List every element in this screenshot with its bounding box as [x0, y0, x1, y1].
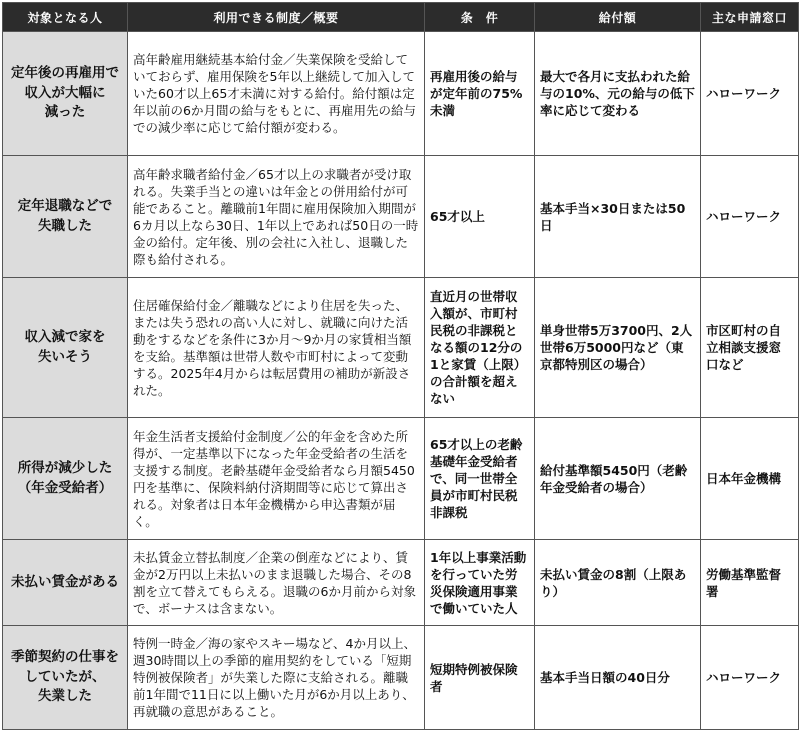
condition-cell: 再雇用後の給与が定年前の75%未満	[425, 32, 535, 156]
header-row	[3, 3, 799, 32]
header-system: 利用できる制度／概要	[128, 3, 425, 32]
amount-cell: 給付基準額5450円（老齢年金受給者の場合）	[535, 418, 701, 540]
target-cell: 定年退職などで 失職した	[3, 156, 128, 278]
table-row	[3, 540, 799, 626]
office-cell: ハローワーク	[701, 156, 799, 278]
system-cell: 未払賃金立替払制度／企業の倒産などにより、賃金が2万円以上未払いのまま退職した場合、その8割を立て替えてもらえる。退職の6か月前から対象で、ボーナスは含まない。	[128, 540, 425, 626]
header-office: 主な申請窓口	[701, 3, 799, 32]
amount-cell: 未払い賃金の8割（上限あり）	[535, 540, 701, 626]
condition-cell: 短期特例被保険者	[425, 626, 535, 730]
amount-cell: 単身世帯5万3700円、2人世帯6万5000円など（東京都特別区の場合）	[535, 278, 701, 418]
table-row	[3, 626, 799, 730]
header-amount: 給付額	[535, 3, 701, 32]
condition-cell: 直近月の世帯収入額が、市町村民税の非課税となる額の12分の1と家賃（上限）の合計額を超えない	[425, 278, 535, 418]
amount-cell: 基本手当日額の40日分	[535, 626, 701, 730]
condition-cell: 65才以上	[425, 156, 535, 278]
condition-cell: 1年以上事業活動を行っていた労災保険適用事業で働いていた人	[425, 540, 535, 626]
benefits-table	[2, 2, 799, 730]
system-cell: 住居確保給付金／離職などにより住居を失った、または失う恐れの高い人に対し、就職に向けた活動をするなどを条件に3か月～9か月の家賃相当額を支給。基準額は世帯人数や市町村によって変動する。2025年4月からは転居費用の補助が新設された。	[128, 278, 425, 418]
table-row	[3, 278, 799, 418]
condition-cell: 65才以上の老齢基礎年金受給者で、同一世帯全員が市町村民税非課税	[425, 418, 535, 540]
amount-cell: 基本手当×30日または50日	[535, 156, 701, 278]
target-cell: 季節契約の仕事を していたが、 失業した	[3, 626, 128, 730]
system-cell: 高年齢求職者給付金／65才以上の求職者が受け取れる。失業手当との違いは年金との併用給付が可能であること。離職前1年間に雇用保険加入期間が6カ月以上なら30日、1年以上であれば50日の一時金の給付。定年後、別の会社に入社し、退職した際も給付される。	[128, 156, 425, 278]
office-cell: ハローワーク	[701, 626, 799, 730]
system-cell: 特例一時金／海の家やスキー場など、4か月以上、週30時間以上の季節的雇用契約をしている「短期特例被保険者」が失業した際に支給される。離職前1年間で11日に以上働いた月が6か月以上あり、再就職の意思があること。	[128, 626, 425, 730]
system-cell: 高年齢雇用継続基本給付金／失業保険を受給していておらず、雇用保険を5年以上継続して加入していた60才以上65才未満に対する給付。給付額は定年以前の6か月間の給与をもとに、再雇用先の給与での減少率に応じて給付額が変わる。	[128, 32, 425, 156]
office-cell: 労働基準監督署	[701, 540, 799, 626]
office-cell: 市区町村の自立相談支援窓口など	[701, 278, 799, 418]
target-cell: 定年後の再雇用で 収入が大幅に 減った	[3, 32, 128, 156]
table-row	[3, 156, 799, 278]
target-cell: 未払い賃金がある	[3, 540, 128, 626]
header-condition: 条 件	[425, 3, 535, 32]
office-cell: ハローワーク	[701, 32, 799, 156]
office-cell: 日本年金機構	[701, 418, 799, 540]
table-row	[3, 32, 799, 156]
target-cell: 所得が減少した （年金受給者）	[3, 418, 128, 540]
header-target: 対象となる人	[3, 3, 128, 32]
system-cell: 年金生活者支援給付金制度／公的年金を含めた所得が、一定基準以下になった年金受給者の生活を支援する制度。老齢基礎年金受給者なら月額5450円を基準に、保険料納付済期間等に応じて算出される。対象者は日本年金機構から申込書類が届く。	[128, 418, 425, 540]
target-cell: 収入減で家を 失いそう	[3, 278, 128, 418]
table-row	[3, 418, 799, 540]
amount-cell: 最大で各月に支払われた給与の10%、元の給与の低下率に応じて変わる	[535, 32, 701, 156]
benefits-table-page	[2, 2, 798, 730]
